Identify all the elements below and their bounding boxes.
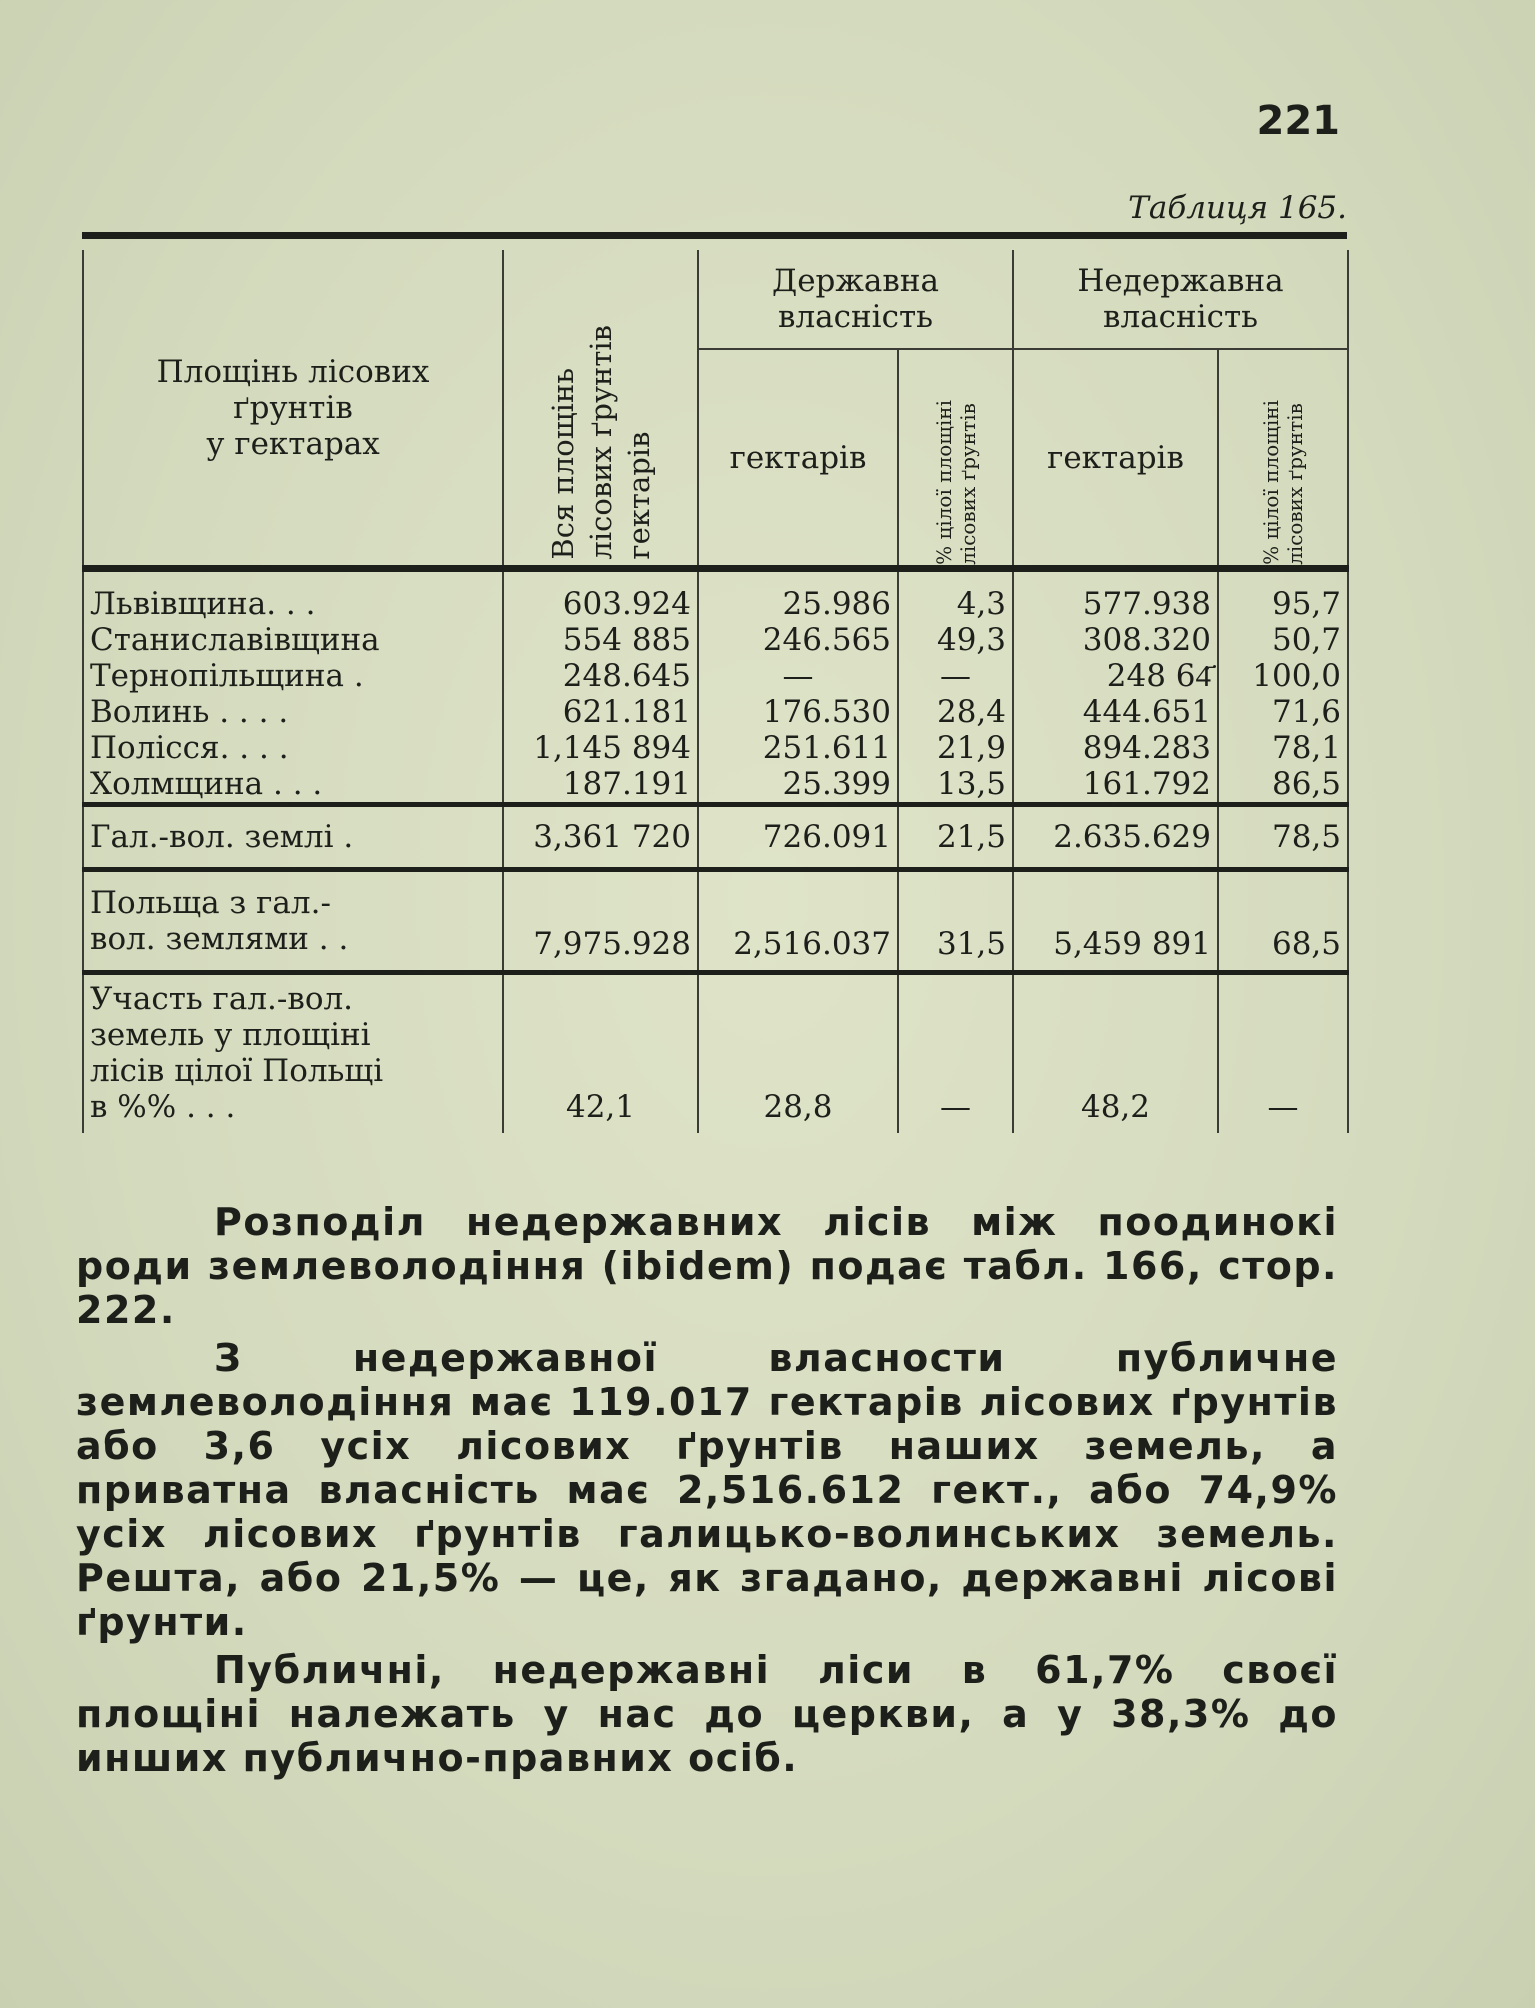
paragraph: Публичні, недержавні ліси в 61,7% своєї площіні належать у нас до церкви, а у 38,3% до инших публично-правних осіб.	[76, 1648, 1338, 1780]
table-label: Таблиця 165.	[1128, 190, 1347, 226]
table-row: Станиславівщина 554 885 246.565 49,3 308.320 50,7	[83, 622, 1348, 658]
forest-area-table	[82, 250, 1349, 1133]
header-state-ownership: Державна власність	[698, 250, 1013, 349]
header-total-column: Вся площінь лісових ґрунтів гектарів	[503, 250, 698, 569]
table-row: Холмщина . . . 187.191 25.399 13,5 161.792 86,5	[83, 766, 1348, 805]
paragraph: Розподіл недержавних лісів між поодинокі роди землеволодіння (ibidem) подає табл. 166, стор. 222.	[76, 1200, 1338, 1332]
table-row: Полісся. . . . 1,145 894 251.611 21,9 894.283 78,1	[83, 730, 1348, 766]
page-number: 221	[1256, 98, 1340, 144]
body-text	[76, 1200, 1338, 1784]
table-row-gal-vol-total: Гал.-вол. землі . 3,361 720 726.091 21,5 2.635.629 78,5	[83, 805, 1348, 870]
header-nonstate-percent: % цілої площіні лісових ґрунтів	[1218, 349, 1348, 569]
header-nonstate-hectares: гектарів	[1013, 349, 1218, 569]
table-row-poland-total: Польща з гал.- вол. землями . . 7,975.928 2,516.037 31,5 5,459 891 68,5	[83, 870, 1348, 973]
table-header-row-1	[83, 250, 1348, 349]
header-nonstate-ownership: Недержавна власність	[1013, 250, 1348, 349]
table-top-rule	[82, 232, 1347, 239]
header-row-label: Площінь лісових ґрунтів у гектарах	[83, 250, 503, 569]
table-row: Тернопільщина . 248.645 — — 248 64҃ 100,0	[83, 658, 1348, 694]
header-state-hectares: гектарів	[698, 349, 898, 569]
table-row-share-of-poland: Участь гал.-вол. земель у площіні лісів цілої Польщі в %% . . . 42,1 28,8 — 48,2 —	[83, 973, 1348, 1134]
paragraph: З недержавної власности публичне землеволодіння має 119.017 гектарів лісових ґрунтів або 3,6 усіх лісових ґрунтів наших земель, а приватна власність має 2,516.612 гект., або 74,9% усіх лісових ґрунтів галицько-волинських земель. Решта, або 21,5% — це, як згадано, державні лісові ґрунти.	[76, 1336, 1338, 1644]
table-row: Львівщина. . . 603.924 25.986 4,3 577.938 95,7	[83, 569, 1348, 623]
header-state-percent: % цілої площіні лісових ґрунтів	[898, 349, 1013, 569]
table-row: Волинь . . . . 621.181 176.530 28,4 444.651 71,6	[83, 694, 1348, 730]
share-row-label: Участь гал.-вол. земель у площіні лісів цілої Польщі в %% . . .	[90, 981, 384, 1125]
poland-row-label: Польща з гал.- вол. землями . .	[90, 885, 349, 957]
